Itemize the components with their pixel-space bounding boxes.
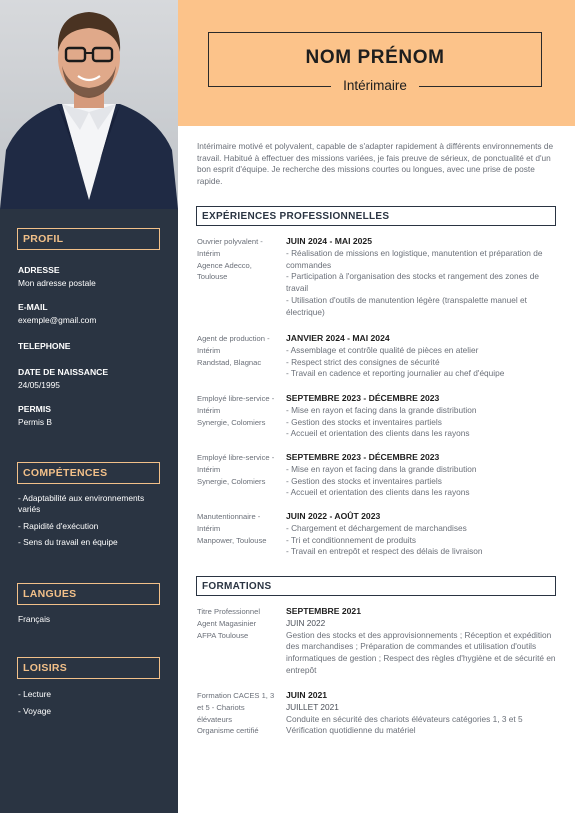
- experience-role: Ouvrier polyvalent - Intérim: [197, 237, 263, 258]
- experience-meta: [197, 333, 283, 368]
- birthdate-value: 24/05/1995: [18, 380, 60, 390]
- job-title-wrap: [209, 77, 541, 99]
- languages-heading: LANGUES: [17, 583, 160, 605]
- experience-bullet: - Gestion des stocks et inventaires partiels: [286, 475, 442, 486]
- experience-bullet: - Réalisation de missions en logistique, manutention et préparation de commandes: [286, 247, 543, 270]
- hobbies-list: [18, 689, 168, 722]
- language-item: Français: [18, 614, 51, 624]
- experience-bullet: - Accueil et orientation des clients dans les rayons: [286, 428, 470, 439]
- experience-bullets: [286, 523, 558, 558]
- email-label: E-MAIL: [18, 302, 48, 312]
- education-meta-line: élévateurs: [197, 714, 233, 724]
- hobby-item: - Voyage: [18, 705, 52, 716]
- skills-list: [18, 493, 166, 554]
- languages-list: [18, 614, 168, 631]
- education-meta-line: AFPA Toulouse: [197, 630, 249, 640]
- license-label: PERMIS: [18, 404, 51, 414]
- education-meta-line: Formation CACES 1, 3: [197, 691, 275, 700]
- profile-heading: PROFIL: [17, 228, 160, 250]
- hobby-item: - Lecture: [18, 689, 52, 699]
- birthdate-field: [18, 367, 168, 390]
- experience-meta: [197, 452, 283, 487]
- email-field: [18, 302, 168, 325]
- job-title: Intérimaire: [331, 78, 419, 93]
- experience-bullet: - Gestion des stocks et inventaires partiels: [286, 416, 442, 427]
- experience-heading: EXPÉRIENCES PROFESSIONNELLES: [196, 206, 556, 226]
- education-meta-line: Titre Professionnel: [197, 607, 261, 616]
- experience-dates: JANVIER 2024 - MAI 2024: [286, 333, 390, 343]
- experience-dates: JUIN 2022 - AOÛT 2023: [286, 511, 381, 521]
- experience-bullets: [286, 464, 558, 499]
- experience-bullet: - Travail en cadence et reporting journalier au chef d'équipe: [286, 368, 505, 379]
- education-heading: FORMATIONS: [196, 576, 556, 596]
- education-date-start: JUILLET 2021: [286, 701, 339, 712]
- education-meta-line: et 5 - Chariots: [197, 702, 245, 712]
- experience-bullet: - Participation à l'organisation des stocks et rangement des zones de travail: [286, 271, 539, 294]
- experience-details: [286, 236, 558, 319]
- education-description: Gestion des stocks et des approvisionnements ; Réception et expédition des marchandises ; Préparation de commandes et utilisation d'outils informatiques de gestion ; Respect des règles d'hygiène et de sécurité en entrepôt: [286, 629, 556, 675]
- education-meta-line: Organisme certifié: [197, 726, 259, 736]
- experience-company: Agence Adecco, Toulouse: [197, 260, 252, 282]
- experience-bullet: - Chargement et déchargement de marchandises: [286, 522, 467, 533]
- experience-details: [286, 393, 558, 440]
- birthdate-label: DATE DE NAISSANCE: [18, 367, 109, 377]
- experience-role: Manutentionnaire - Intérim: [197, 512, 261, 533]
- skill-item: - Rapidité d'exécution: [18, 520, 99, 531]
- experience-role: Employé libre-service - Intérim: [197, 394, 275, 415]
- name-box: [208, 32, 542, 93]
- education-details: [286, 606, 558, 677]
- experience-company: Randstad, Blagnac: [197, 357, 262, 367]
- experience-dates: SEPTEMBRE 2023 - DÉCEMBRE 2023: [286, 393, 440, 403]
- experience-bullet: - Mise en rayon et facing dans la grande distribution: [286, 463, 477, 474]
- profile-photo: [0, 0, 178, 209]
- experience-meta: [197, 236, 283, 283]
- license-field: [18, 404, 168, 427]
- experience-bullets: [286, 405, 558, 440]
- experience-bullet: - Assemblage et contrôle qualité de pièces en atelier: [286, 344, 479, 355]
- education-meta: [197, 690, 283, 737]
- experience-bullet: - Mise en rayon et facing dans la grande distribution: [286, 404, 477, 415]
- skills-heading: COMPÉTENCES: [17, 462, 160, 484]
- education-meta: [197, 606, 283, 641]
- languages-section: [17, 583, 160, 605]
- experience-bullet: - Tri et conditionnement de produits: [286, 534, 417, 545]
- education-details: [286, 690, 558, 737]
- license-value: Permis B: [18, 417, 52, 427]
- hobbies-section: [17, 657, 160, 679]
- experience-company: Synergie, Colomiers: [197, 476, 266, 486]
- experience-bullet: - Utilisation d'outils de manutention légère (transpalette manuel et électrique): [286, 294, 527, 317]
- education-date-end: SEPTEMBRE 2021: [286, 606, 361, 616]
- experience-company: Manpower, Toulouse: [197, 535, 267, 545]
- education-date-end: JUIN 2021: [286, 690, 328, 700]
- summary-text: Intérimaire motivé et polyvalent, capable de s'adapter rapidement à différents environnements de travail. Habitué à effectuer des missions variées, je fais preuve de sérieux, de ponctualité et d'un bon esprit d'équipe. Je recherche des missions courtes ou longues, avec une prise de poste rapide.: [197, 141, 554, 186]
- experience-bullet: - Travail en entrepôt et respect des délais de livraison: [286, 546, 483, 557]
- education-date-start: JUIN 2022: [286, 617, 326, 628]
- experience-dates: JUIN 2024 - MAI 2025: [286, 236, 372, 246]
- experience-bullet: - Respect strict des consignes de sécurité: [286, 356, 440, 367]
- phone-label: TELEPHONE: [18, 341, 71, 351]
- address-label: ADRESSE: [18, 265, 60, 275]
- experience-details: [286, 333, 558, 380]
- experience-company: Synergie, Colomiers: [197, 417, 266, 427]
- skill-item: - Adaptabilité aux environnements variés: [18, 493, 145, 514]
- experience-meta: [197, 511, 283, 546]
- hobbies-heading: LOISIRS: [17, 657, 160, 679]
- experience-dates: SEPTEMBRE 2023 - DÉCEMBRE 2023: [286, 452, 440, 462]
- email-value: exemple@gmail.com: [18, 315, 97, 325]
- phone-field: [18, 341, 168, 354]
- address-field: [18, 265, 168, 288]
- experience-details: [286, 452, 558, 499]
- address-value: Mon adresse postale: [18, 278, 96, 288]
- experience-bullets: [286, 248, 558, 319]
- header-banner: [178, 0, 575, 126]
- experience-role: Agent de production - Intérim: [197, 334, 270, 355]
- experience-role: Employé libre-service - Intérim: [197, 453, 275, 474]
- profile-section: [17, 228, 160, 250]
- experience-bullets: [286, 345, 558, 380]
- skills-section: [17, 462, 160, 484]
- education-description: Conduite en sécurité des chariots élévateurs catégories 1, 3 et 5 Vérification quotidienne du matériel: [286, 713, 523, 736]
- experience-details: [286, 511, 558, 558]
- skill-item: - Sens du travail en équipe: [18, 537, 118, 547]
- experience-bullet: - Accueil et orientation des clients dans les rayons: [286, 487, 470, 498]
- education-meta-line: Agent Magasinier: [197, 618, 257, 628]
- experience-meta: [197, 393, 283, 428]
- person-name: NOM PRÉNOM: [305, 47, 445, 68]
